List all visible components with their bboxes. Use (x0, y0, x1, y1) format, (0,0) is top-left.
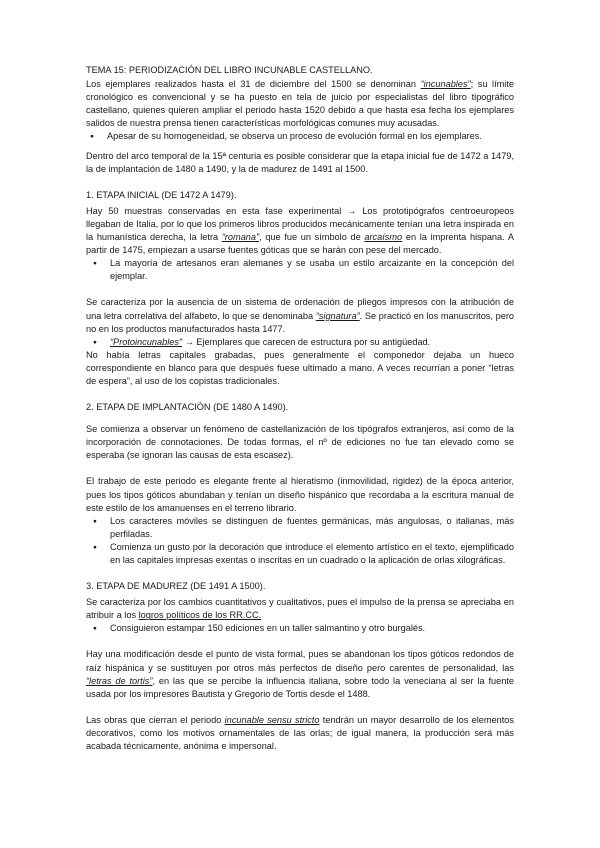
intro-bullet-list (86, 130, 514, 143)
section-1-paragraph-3: No había letras capitales grabadas, pues generalmente el componedor dejaba un hueco correspondiente en blanco para que después fuese ultimado a mano. A veces recurrían a poner “letras de espera”, al uso de los copistas tradicionales. (86, 349, 514, 386)
keyword-protoincunables: “Protoincunables” (110, 336, 183, 347)
underlined-logros: logros políticos de los RR.CC. (138, 610, 262, 621)
periods-paragraph: Dentro del arco temporal de la 15ª centuria es posible considerar que la etapa inicial fue de 1472 a 1479, la de implantación de 1480 a 1490, y la de madurez de 1491 al 1500. (86, 150, 514, 174)
s3-p2-text-a: Hay una modificación desde el punto de vista formal, pues se abandonan los tipos góticos redondos de raíz hispánica y se sustituyen por otros más perfectos de diseño pero carentes de personalidad, las (86, 649, 514, 673)
intro-text-a: Los ejemplares realizados hasta el 31 de diciembre del 1500 se denominan (86, 79, 421, 90)
section-3-bullet-1: ● Consiguieron estampar 150 ediciones en un taller salmantino y otro burgalés. (89, 622, 514, 635)
s1-text-b: , que fue un símbolo de (259, 232, 365, 243)
s1-p2-text-b: . Se practicó en los manuscritos, pero no en los productos manufacturados hasta 1477. (86, 310, 514, 334)
intro-bullet: ● Apesar de su homogeneidad, se observa un proceso de evolución formal en los ejemplares. (86, 130, 514, 143)
s3-p3-text-a: Las obras que cierran el periodo (86, 714, 225, 725)
s3-p2-text-b: , en las que se percibe la influencia italiana, sobre todo la veneciana al ser la fuente usada por los impresores Bautista y Gregorio de Tortis desde el 1488. (86, 675, 514, 699)
s1-p2-text-a: Se caracteriza por la ausencia de un sistema de ordenación de pliegos impresos con la atribución de una letra correlativa del alfabeto, lo que se denominaba (86, 297, 514, 321)
section-3-bullet-list (86, 622, 514, 635)
section-2-paragraph-2: El trabajo de este periodo es elegante frente al hieratismo (inmovilidad, rigidez) de la época anterior, pues los tipos góticos abundaban y tenían un diseño hispánico que recordaba a la escritura manual de este estilo de los amanuenses en el terreno librario. (86, 476, 514, 513)
section-2-paragraph-1: Se comienza a observar un fenómeno de castellanización de los tipógrafos extranjeros, así como de la incorporación de connotaciones. De todas formas, el nº de ediciones no fue tan elevado como se esperaba (se ignoran las causas de esta escasez). (86, 424, 514, 461)
section-3-paragraph-2 (86, 648, 514, 700)
keyword-letras-de-tortis: “letras de tortis” (86, 675, 153, 686)
section-1-paragraph-2 (86, 296, 514, 335)
keyword-incunables: “incunables” (420, 79, 471, 90)
section-3-paragraph-3 (86, 714, 514, 753)
keyword-arcaismo: arcaísmo (364, 232, 403, 243)
section-1-bullet-list-2 (86, 336, 514, 349)
section-1-bullet-2 (89, 336, 514, 349)
intro-paragraph (86, 78, 514, 130)
s1-text-a: Hay 50 muestras conservadas en esta fase experimental → Los prototipógrafos centroeuropeos llegaban de Italia, por lo que los primeros libros producidos mecánicamente tenían una letra inspirada en la humanística derecha, la letra (86, 205, 514, 243)
keyword-signatura: “signatura” (315, 310, 360, 321)
section-2-bullet-2: ● Comienza un gusto por la decoración que introduce el elemento artístico en el texto, ejemplificado en las capitales impresas exentas o inscritas en un cuadrado o la aplicación de orlas xilográficas. (89, 541, 514, 567)
s3-p3-text-b: tendrán un mayor desarrollo de los elementos decorativos, como los motivos ornamentales de las orlas; de igual manera, la producción será más acabada técnicamente, anónima e impersonal. (86, 714, 514, 752)
section-2-heading: 2. ETAPA DE IMPLANTACIÓN (DE 1480 A 1490). (86, 402, 289, 413)
document-page (86, 64, 514, 753)
section-2-bullet-list (86, 515, 514, 567)
section-1-bullet-list-1 (86, 257, 514, 283)
section-2-bullet-1: ● Los caracteres móviles se distinguen de fuentes germánicas, más angulosas, o italianas, más perfiladas. (89, 515, 514, 541)
section-3-heading: 3. ETAPA DE MADUREZ (DE 1491 A 1500). (86, 581, 266, 592)
section-1-heading: 1. ETAPA INICIAL (DE 1472 A 1479). (86, 189, 237, 200)
section-1-paragraph-1 (86, 205, 514, 257)
intro-text-b: ; su límite cronológico es convencional y se ha puesto en tela de juicio por especialistas del libro tipográfico castellano, quienes quieren ampliar el periodo hasta 1520 debido a que hasta esa fecha los ejemplares salidos de nuestra prensa tienen características morfológicas comunes muy acusadas. (86, 79, 515, 129)
document-title: TEMA 15: PERIODIZACIÓN DEL LIBRO INCUNABLE CASTELLANO. (86, 65, 373, 75)
keyword-sensu-stricto: incunable sensu stricto (224, 714, 320, 725)
s1-bullet2-text: → Ejemplares que carecen de estructura por su antigüedad. (182, 336, 431, 347)
s1-text-c: en la imprenta hispana. A partir de 1475, empiezan a usarse fuentes góticas que se harán con pese del mercado. (86, 232, 514, 256)
s3-text-a: Se caracteriza por los cambios cuantitativos y cualitativos, pues el impulso de la prensa se apreciaba en atribuir a los (86, 597, 514, 621)
section-3-paragraph-1 (86, 596, 514, 622)
keyword-romana: “romana” (221, 232, 260, 243)
section-1-bullet-1: ● La mayoría de artesanos eran alemanes y se usaba un estilo arcaizante en la concepción del ejemplar. (89, 257, 514, 283)
